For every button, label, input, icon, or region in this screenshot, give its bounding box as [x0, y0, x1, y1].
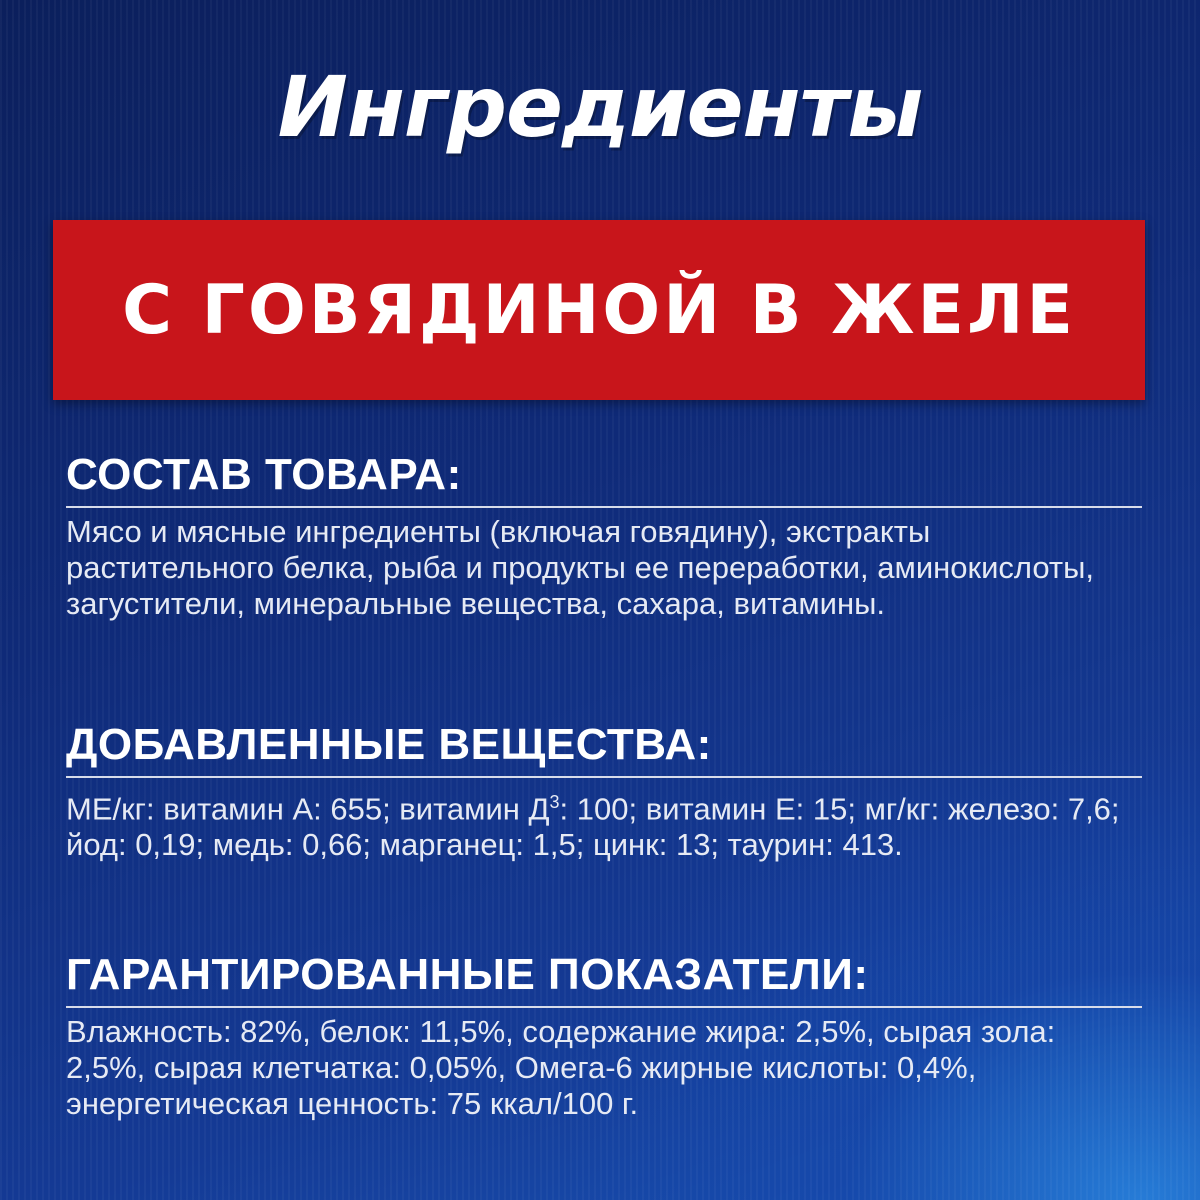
- additives-text: [66, 784, 1142, 863]
- additives-heading: ДОБАВЛЕННЫЕ ВЕЩЕСТВА:: [66, 720, 1142, 778]
- variant-banner-label: С ГОВЯДИНОЙ В ЖЕЛЕ: [122, 270, 1076, 350]
- composition-text: Мясо и мясные ингредиенты (включая говядину), экстракты растительного белка, рыба и продукты ее переработки, аминокислоты, загустители, минеральные вещества, сахара, витамины.: [66, 514, 1094, 621]
- additives-section: [66, 720, 1142, 863]
- guaranteed-values-section: [66, 950, 1142, 1122]
- composition-section: [66, 450, 1142, 622]
- variant-banner: [53, 220, 1145, 400]
- additives-text-prefix: МЕ/кг: витамин А: 655; витамин Д: [66, 791, 550, 827]
- page-title: Ингредиенты: [277, 58, 923, 156]
- additives-text-superscript: 3: [549, 792, 560, 812]
- additives-text-suffix: : 100; витамин Е: 15; мг/кг: железо: 7,6; йод: 0,19; медь: 0,66; марганец: 1,5; цинк: 13; таурин: 413.: [66, 791, 1120, 863]
- guaranteed-values-text: Влажность: 82%, белок: 11,5%, содержание жира: 2,5%, сырая зола: 2,5%, сырая клетчатка: 0,05%, Омега-6 жирные кислоты: 0,4%, энергетическая ценность: 75 ккал/100 г.: [66, 1014, 1056, 1121]
- composition-heading: СОСТАВ ТОВАРА:: [66, 450, 1142, 508]
- guaranteed-values-heading: ГАРАНТИРОВАННЫЕ ПОКАЗАТЕЛИ:: [66, 950, 1142, 1008]
